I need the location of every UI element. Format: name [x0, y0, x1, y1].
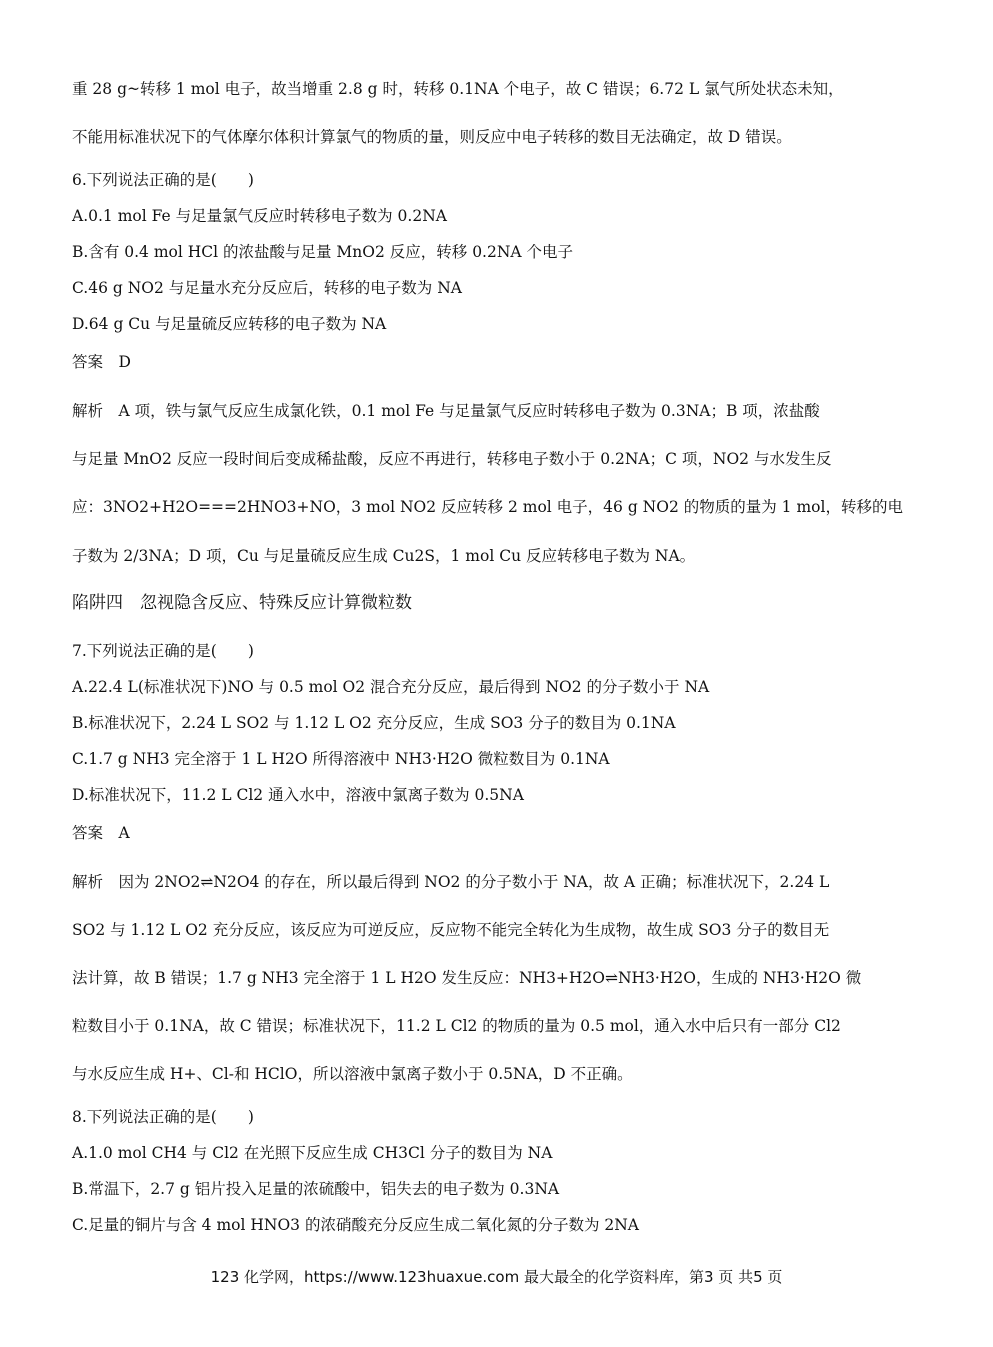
explanation-line: 解析 因为 2NO2⇌N2O4 的存在，所以最后得到 NO2 的分子数小于 NA，故 A 正确；标准状况下，2.24 L	[72, 873, 830, 891]
question-7-stem: 7.下列说法正确的是( )	[72, 642, 254, 660]
page-footer: 123 化学网，https://www.123huaxue.com 最大最全的化学资料库，第3 页 共5 页	[210, 1268, 783, 1286]
answer-label: 答案 A	[72, 824, 130, 842]
text-line: 重 28 g~转移 1 mol 电子，故当增重 2.8 g 时，转移 0.1NA 个电子，故 C 错误；6.72 L 氯气所处状态未知，	[72, 80, 844, 98]
option-b: B.含有 0.4 mol HCl 的浓盐酸与足量 MnO2 反应，转移 0.2NA 个电子	[72, 243, 574, 261]
explanation-line: 与水反应生成 H+、Cl-和 HClO，所以溶液中氯离子数小于 0.5NA，D 不正确。	[72, 1065, 633, 1083]
question-6-stem: 6.下列说法正确的是( )	[72, 171, 254, 189]
answer-label: 答案 D	[72, 353, 131, 371]
option-a: A.0.1 mol Fe 与足量氯气反应时转移电子数为 0.2NA	[72, 207, 447, 225]
option-c: C.1.7 g NH3 完全溶于 1 L H2O 所得溶液中 NH3·H2O 微粒数目为 0.1NA	[72, 750, 610, 768]
explanation-line: 粒数目小于 0.1NA，故 C 错误；标准状况下，11.2 L Cl2 的物质的量为 0.5 mol，通入水中后只有一部分 Cl2	[72, 1017, 841, 1035]
option-c: C.足量的铜片与含 4 mol HNO3 的浓硝酸充分反应生成二氧化氮的分子数为 2NA	[72, 1216, 639, 1234]
text-line: 不能用标准状况下的气体摩尔体积计算氯气的物质的量，则反应中电子转移的数目无法确定，故 D 错误。	[72, 128, 792, 146]
option-b: B.标准状况下，2.24 L SO2 与 1.12 L O2 充分反应，生成 SO3 分子的数目为 0.1NA	[72, 714, 676, 732]
explanation-line: 法计算，故 B 错误；1.7 g NH3 完全溶于 1 L H2O 发生反应：NH3+H2O⇌NH3·H2O，生成的 NH3·H2O 微	[72, 969, 862, 987]
option-d: D.标准状况下，11.2 L Cl2 通入水中，溶液中氯离子数为 0.5NA	[72, 786, 524, 804]
option-a: A.22.4 L(标准状况下)NO 与 0.5 mol O2 混合充分反应，最后得到 NO2 的分子数小于 NA	[72, 678, 710, 696]
explanation-line: 子数为 2/3NA；D 项，Cu 与足量硫反应生成 Cu2S，1 mol Cu 反应转移电子数为 NA。	[72, 547, 696, 565]
section-heading: 陷阱四 忽视隐含反应、特殊反应计算微粒数	[72, 593, 412, 613]
option-c: C.46 g NO2 与足量水充分反应后，转移的电子数为 NA	[72, 279, 462, 297]
explanation-line: 解析 A 项，铁与氯气反应生成氯化铁，0.1 mol Fe 与足量氯气反应时转移电子数为 0.3NA；B 项，浓盐酸	[72, 402, 820, 420]
option-a: A.1.0 mol CH4 与 Cl2 在光照下反应生成 CH3Cl 分子的数目为 NA	[72, 1144, 553, 1162]
explanation-line: 与足量 MnO2 反应一段时间后变成稀盐酸，反应不再进行，转移电子数小于 0.2NA；C 项，NO2 与水发生反	[72, 450, 832, 468]
explanation-line: 应：3NO2+H2O===2HNO3+NO，3 mol NO2 反应转移 2 mol 电子，46 g NO2 的物质的量为 1 mol，转移的电	[72, 498, 903, 516]
option-d: D.64 g Cu 与足量硫反应转移的电子数为 NA	[72, 315, 387, 333]
question-8-stem: 8.下列说法正确的是( )	[72, 1108, 254, 1126]
explanation-line: SO2 与 1.12 L O2 充分反应，该反应为可逆反应，反应物不能完全转化为生成物，故生成 SO3 分子的数目无	[72, 921, 830, 939]
option-b: B.常温下，2.7 g 铝片投入足量的浓硫酸中，铝失去的电子数为 0.3NA	[72, 1180, 560, 1198]
